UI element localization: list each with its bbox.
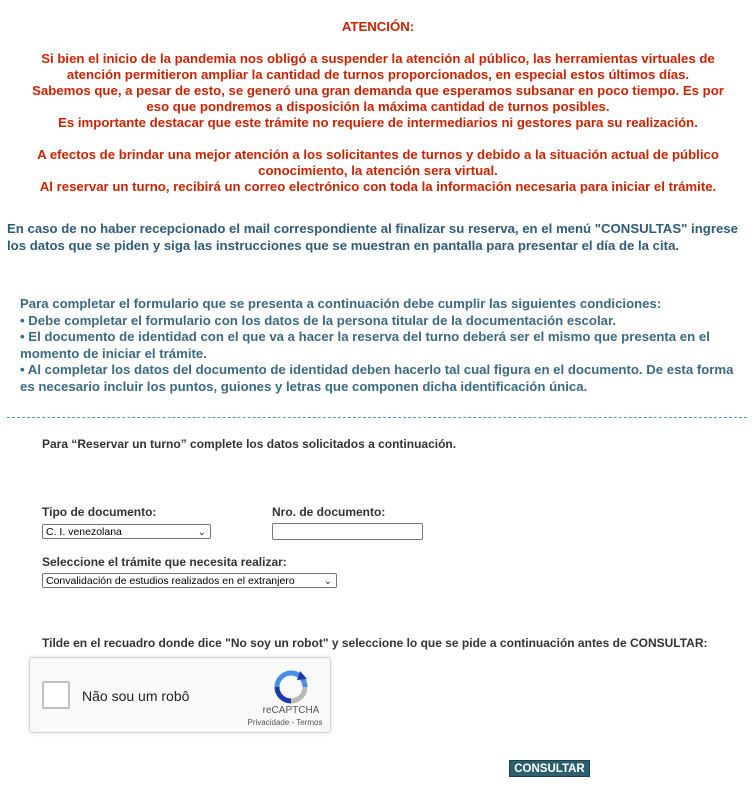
notice-line: Al reservar un turno, recibirá un correo electrónico con toda la información necesaria para iniciar el trámite. xyxy=(39,179,717,194)
notice-line: Si bien el inicio de la pandemia nos obligó a suspender la atención al público, las herramientas virtuales de xyxy=(41,51,715,66)
links-separator: - xyxy=(289,718,297,727)
notice-line: Es importante destacar que este trámite no requiere de intermediarios ni gestores para su realización. xyxy=(58,115,698,130)
captcha-instruction: Tilde en el recuadro donde dice "No soy un robot" y seleccione lo que se pide a continuación antes de CONSULTAR: xyxy=(42,636,708,650)
privacy-link[interactable]: Privacidade xyxy=(247,718,290,727)
condition-item: • El documento de identidad con el que va a hacer la reserva del turno deberá ser el mismo que presenta en el momento de iniciar el trámite. xyxy=(20,329,710,361)
terms-link[interactable]: Termos xyxy=(296,718,323,727)
doc-number-label: Nro. de documento: xyxy=(272,505,386,519)
condition-item: • Al completar los datos del documento de identidad deben hacerlo tal cual figura en el documento. De esta forma es necesario incluir los puntos, guiones y letras que componen dicha identificación única. xyxy=(20,362,734,394)
doc-type-label: Tipo de documento: xyxy=(42,505,157,519)
notice-block xyxy=(8,19,748,195)
consultas-info: En caso de no haber recepcionado el mail correspondiente al finalizar su reserva, en el menú "CONSULTAS" ingrese los datos que se piden y siga las instrucciones que se muestran en pantalla para presentar el día de la cita. xyxy=(7,221,738,253)
consultar-button[interactable]: CONSULTAR xyxy=(509,760,590,777)
notice-line: Sabemos que, a pesar de esto, se generó una gran demanda que esperamos subsanar en poco tiempo. Es por xyxy=(32,83,724,98)
procedure-value: Convalidación de estudios realizados en el extranjero xyxy=(46,575,295,587)
notice-line: atención permitieron ampliar la cantidad de turnos proporcionados, en especial estos últimos días. xyxy=(66,67,690,82)
procedure-select[interactable] xyxy=(42,573,337,588)
section-divider xyxy=(7,417,747,418)
doc-number-input[interactable] xyxy=(272,523,423,540)
conditions-block xyxy=(20,296,745,395)
recaptcha-checkbox[interactable] xyxy=(42,681,70,709)
recaptcha-label: Não sou um robô xyxy=(82,688,190,704)
chevron-down-icon: ⌄ xyxy=(323,576,332,587)
recaptcha-widget xyxy=(29,657,331,733)
doc-type-value: C. I. venezolana xyxy=(46,526,122,538)
recaptcha-logo-icon xyxy=(273,669,309,705)
recaptcha-links xyxy=(230,718,340,727)
notice-title: ATENCIÓN: xyxy=(341,19,415,34)
notice-line: eso que pondremos a disposición la máxima cantidad de turnos posibles. xyxy=(146,99,610,114)
procedure-label: Seleccione el trámite que necesita realizar: xyxy=(42,555,287,569)
doc-type-select[interactable] xyxy=(42,524,211,539)
chevron-down-icon: ⌄ xyxy=(197,527,206,538)
conditions-intro: Para completar el formulario que se presenta a continuación debe cumplir las siguientes condiciones: xyxy=(20,296,662,311)
notice-line: conocimiento, la atención sera virtual. xyxy=(258,163,498,178)
recaptcha-brand: reCAPTCHA xyxy=(262,705,320,716)
form-intro: Para “Reservar un turno” complete los datos solicitados a continuación. xyxy=(42,437,457,451)
condition-item: • Debe completar el formulario con los datos de la persona titular de la documentación escolar. xyxy=(20,312,617,328)
notice-line: A efectos de brindar una mejor atención a los solicitantes de turnos y debido a la situación actual de público xyxy=(37,147,719,162)
